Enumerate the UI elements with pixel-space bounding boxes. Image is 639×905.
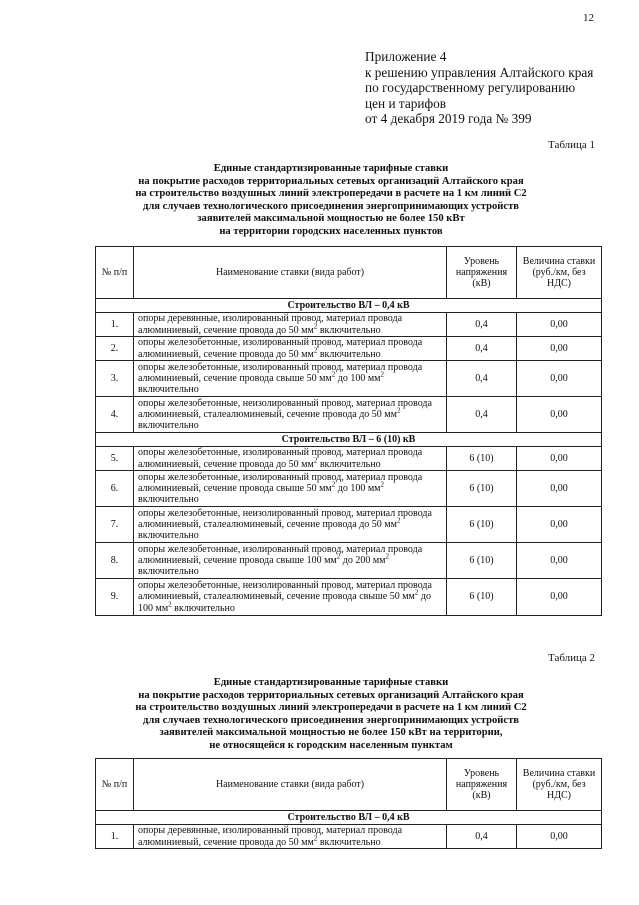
row-rate: 0,00 xyxy=(517,447,602,471)
row-name: опоры железобетонные, неизолированный провод, материал провода алюминиевый, сталеалюминевый, сечение провода свыше 50 $мм^2$ до 100 $мм^2$ включительно xyxy=(134,579,447,616)
appendix-line: от 4 декабря 2019 года № 399 xyxy=(365,111,532,127)
row-voltage: 0,4 xyxy=(447,825,517,849)
section-title: Строительство ВЛ – 0,4 кВ xyxy=(96,811,602,825)
table-row xyxy=(96,447,602,471)
heading-line: на покрытие расходов территориальных сетевых организаций Алтайского края xyxy=(138,689,524,701)
section-title: Строительство ВЛ – 6 (10) кВ xyxy=(96,433,602,447)
row-voltage: 0,4 xyxy=(447,361,517,397)
heading-line: заявителей максимальной мощностью не более 150 кВт xyxy=(197,213,465,225)
row-number: 7. xyxy=(96,507,134,543)
row-number: 3. xyxy=(96,361,134,397)
appendix-line: цен и тарифов xyxy=(365,95,447,111)
row-number: 2. xyxy=(96,337,134,361)
col-header-num: № п/п xyxy=(96,247,134,299)
table-row xyxy=(96,825,602,849)
row-number: 9. xyxy=(96,579,134,616)
row-number: 4. xyxy=(96,397,134,433)
col-header-voltage: Уровень напряжения (кВ) xyxy=(447,247,517,299)
row-name: опоры железобетонные, изолированный провод, материал провода алюминиевый, сечение провода до 50 $мм^2$ включительно xyxy=(134,337,447,361)
col-header-rate: Величина ставки (руб./км, без НДС) xyxy=(517,759,602,811)
table-header-row xyxy=(96,247,602,299)
col-header-rate: Величина ставки (руб./км, без НДС) xyxy=(517,247,602,299)
row-name: опоры железобетонные, неизолированный провод, материал провода алюминиевый, сталеалюминевый, сечение провода до 50 $мм^2$ включительно xyxy=(134,397,447,433)
appendix-line: к решению управления Алтайского края xyxy=(365,64,594,80)
heading-line: для случаев технологического присоединения энергопринимающих устройств xyxy=(142,200,520,212)
row-number: 1. xyxy=(96,825,134,849)
table-row xyxy=(96,543,602,579)
table2-label: Таблица 2 xyxy=(548,652,596,664)
col-header-name: Наименование ставки (вида работ) xyxy=(134,247,447,299)
row-rate: 0,00 xyxy=(517,337,602,361)
table-row xyxy=(96,579,602,616)
heading-line: для случаев технологического присоединения энергопринимающих устройств xyxy=(142,714,520,726)
section-row xyxy=(96,811,602,825)
rates-table-2 xyxy=(95,758,602,849)
table-row xyxy=(96,337,602,361)
table-row xyxy=(96,507,602,543)
row-rate: 0,00 xyxy=(517,507,602,543)
table-row xyxy=(96,471,602,507)
row-name: опоры деревянные, изолированный провод, материал провода алюминиевый, сечение провода до 50 $мм^2$ включительно xyxy=(134,825,447,849)
page-number: 12 xyxy=(583,12,594,24)
row-rate: 0,00 xyxy=(517,471,602,507)
row-voltage: 6 (10) xyxy=(447,471,517,507)
row-rate: 0,00 xyxy=(517,543,602,579)
row-number: 6. xyxy=(96,471,134,507)
row-voltage: 6 (10) xyxy=(447,579,517,616)
row-rate: 0,00 xyxy=(517,313,602,337)
row-voltage: 0,4 xyxy=(447,397,517,433)
row-voltage: 0,4 xyxy=(447,313,517,337)
row-name: опоры железобетонные, изолированный провод, материал провода алюминиевый, сечение провода до 50 $мм^2$ включительно xyxy=(134,447,447,471)
col-header-voltage: Уровень напряжения (кВ) xyxy=(447,759,517,811)
row-rate: 0,00 xyxy=(517,825,602,849)
row-name: опоры железобетонные, изолированный провод, материал провода алюминиевый, сечение провода свыше 50 $мм^2$ до 100 $мм^2$ включительно xyxy=(134,361,447,397)
heading-line: Единые стандартизированные тарифные ставки xyxy=(213,677,449,688)
row-rate: 0,00 xyxy=(517,579,602,616)
table-row xyxy=(96,397,602,433)
table-row xyxy=(96,361,602,397)
heading-line: на территории городских населенных пунктов xyxy=(219,225,443,237)
heading-line: на покрытие расходов территориальных сетевых организаций Алтайского края xyxy=(138,175,524,187)
appendix-line: Приложение 4 xyxy=(365,49,447,64)
row-rate: 0,00 xyxy=(517,397,602,433)
row-rate: 0,00 xyxy=(517,361,602,397)
row-name: опоры железобетонные, неизолированный провод, материал провода алюминиевый, сталеалюминевый, сечение провода до 50 $мм^2$ включительно xyxy=(134,507,447,543)
table2-heading xyxy=(100,677,562,753)
row-name: опоры железобетонные, изолированный провод, материал провода алюминиевый, сечение провода свыше 50 $мм^2$ до 100 $мм^2$ включительно xyxy=(134,471,447,507)
table1-label: Таблица 1 xyxy=(548,139,596,151)
section-row xyxy=(96,433,602,447)
section-row xyxy=(96,299,602,313)
row-number: 5. xyxy=(96,447,134,471)
appendix-line: по государственному регулированию xyxy=(365,80,576,96)
appendix-note xyxy=(365,49,593,127)
row-name: опоры железобетонные, изолированный провод, материал провода алюминиевый, сечение провода свыше 100 $мм^2$ до 200 $мм^2$ включительно xyxy=(134,543,447,579)
heading-line: заявителей максимальной мощностью не более 150 кВт на территории, xyxy=(159,727,503,739)
table-header-row xyxy=(96,759,602,811)
row-voltage: 6 (10) xyxy=(447,507,517,543)
row-number: 1. xyxy=(96,313,134,337)
col-header-name: Наименование ставки (вида работ) xyxy=(134,759,447,811)
row-number: 8. xyxy=(96,543,134,579)
heading-line: не относящейся к городским населенным пунктам xyxy=(209,739,453,751)
row-voltage: 6 (10) xyxy=(447,447,517,471)
heading-line: на строительство воздушных линий электропередачи в расчете на 1 км линий С2 xyxy=(135,188,527,200)
rates-table-1 xyxy=(95,246,602,616)
heading-line: на строительство воздушных линий электропередачи в расчете на 1 км линий С2 xyxy=(135,702,527,714)
heading-line: Единые стандартизированные тарифные ставки xyxy=(213,163,449,174)
row-voltage: 0,4 xyxy=(447,337,517,361)
table-row xyxy=(96,313,602,337)
row-name: опоры деревянные, изолированный провод, материал провода алюминиевый, сечение провода до 50 $мм^2$ включительно xyxy=(134,313,447,337)
table1-heading xyxy=(100,163,562,239)
row-voltage: 6 (10) xyxy=(447,543,517,579)
section-title: Строительство ВЛ – 0,4 кВ xyxy=(96,299,602,313)
col-header-num: № п/п xyxy=(96,759,134,811)
